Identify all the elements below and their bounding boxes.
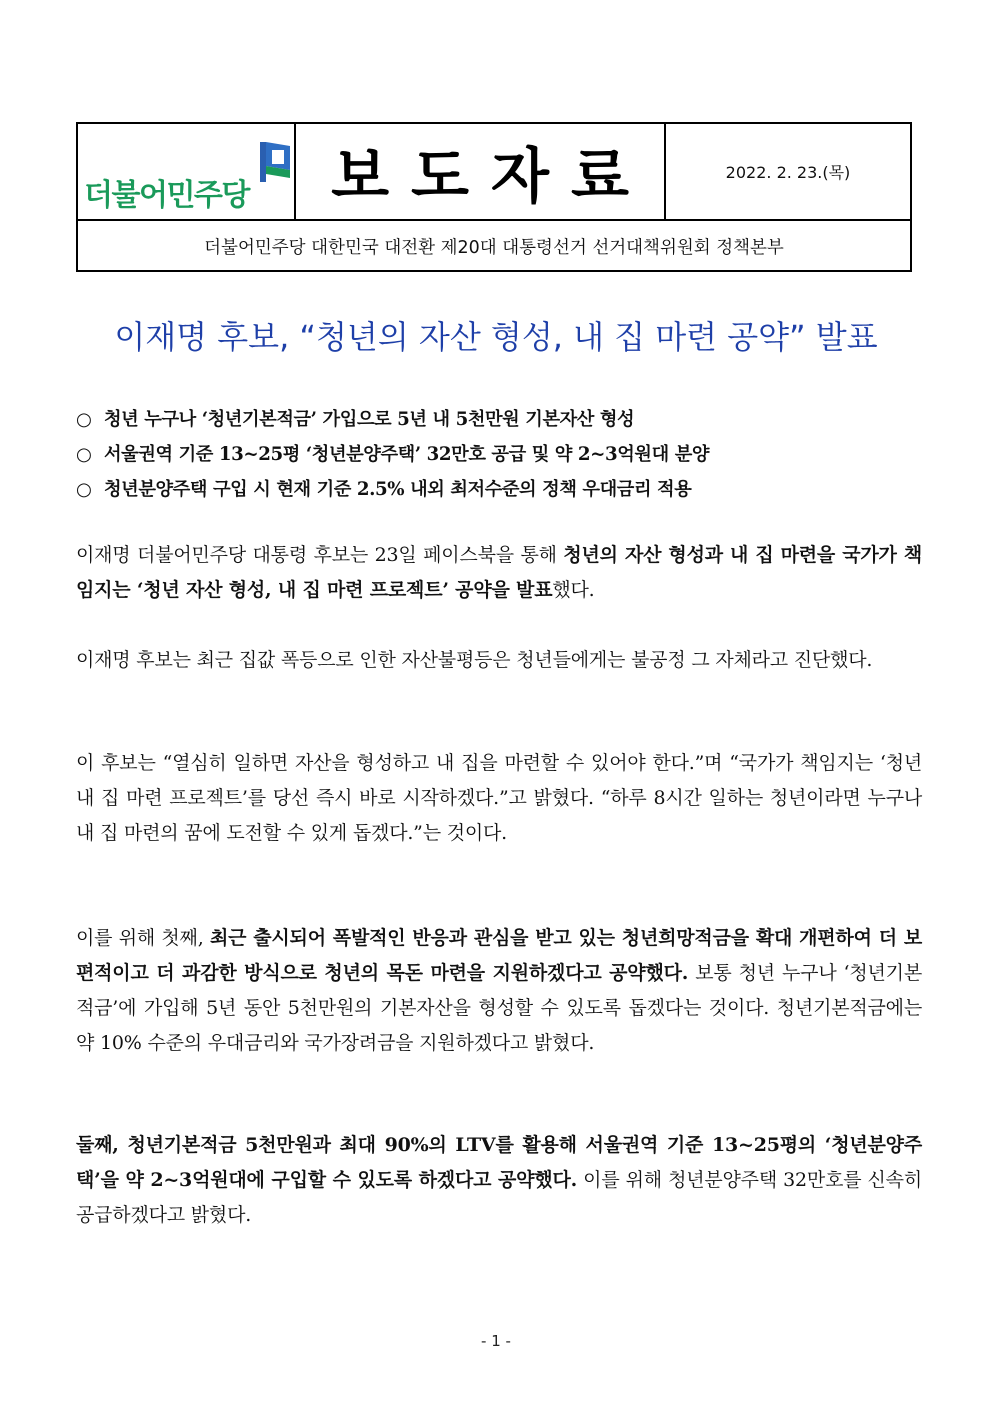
party-logo-text: 더불어민주당 <box>84 178 249 213</box>
paragraph-text: 이재명 더불어민주당 대통령 후보는 23일 페이스북을 통해 <box>76 544 564 566</box>
press-release-title: 보도자료 <box>331 141 651 212</box>
party-flag-icon <box>258 140 292 184</box>
paragraph-text: 이를 위해 청년분양주택 32만호를 신속히 공급하겠다고 밝혔다. <box>76 1169 922 1226</box>
paragraph-text: 이재명 후보는 최근 집값 폭등으로 인한 자산불평등은 청년들에게는 불공정 그 자체라고 진단했다. <box>76 649 873 671</box>
paragraph-text: 했다. <box>552 579 595 601</box>
key-points-list <box>76 402 922 507</box>
header-subtitle: 더불어민주당 대한민국 대전환 제20대 대통령선거 선거대책위원회 정책본부 <box>204 238 784 258</box>
headline: 이재명 후보, “청년의 자산 형성, 내 집 마련 공약” 발표 <box>114 318 878 356</box>
release-date: 2022. 2. 23.(목) <box>725 163 851 182</box>
key-point <box>76 472 922 507</box>
paragraph-second-pledge <box>76 1128 922 1233</box>
paragraph-diagnosis <box>76 643 922 678</box>
press-release-header <box>76 122 912 272</box>
paragraph-text: 보통 청년 누구나 ‘청년기본적금’에 가입해 5년 동안 5천만원의 기본자산을 형성할 수 있도록 돕겠다는 것이다. 청년기본적금에는 약 10% 수준의 우대금리와 국가장려금을 지원하겠다고 밝혔다. <box>76 962 922 1054</box>
key-point <box>76 437 922 472</box>
paragraph-text: 이를 위해 첫째, <box>76 927 210 949</box>
key-point-text: 청년분양주택 구입 시 현재 기준 2.5% 내외 최저수준의 정책 우대금리 적용 <box>104 479 692 500</box>
circle-bullet-icon: ○ <box>76 444 92 465</box>
title-cell <box>296 124 666 219</box>
paragraph-first-pledge <box>76 921 922 1061</box>
key-point-text: 서울권역 기준 13~25평 ‘청년분양주택’ 32만호 공급 및 약 2~3억원대 분양 <box>104 444 710 465</box>
header-top-row <box>78 124 910 221</box>
key-point <box>76 402 922 437</box>
paragraph-bold-text: 청년의 자산 형성과 내 집 마련을 국가가 책임지는 ‘청년 자산 형성, 내 집 마련 프로젝트’ 공약을 발표 <box>76 544 922 601</box>
paragraph-bold-text: 둘째, 청년기본적금 5천만원과 최대 90%의 LTV를 활용해 서울권역 기준 13~25평의 ‘청년분양주택’을 약 2~3억원대에 구입할 수 있도록 하겠다고 공약했다. <box>76 1134 922 1191</box>
circle-bullet-icon: ○ <box>76 409 92 430</box>
circle-bullet-icon: ○ <box>76 479 92 500</box>
paragraph-bold-text: 최근 출시되어 폭발적인 반응과 관심을 받고 있는 청년희망적금을 확대 개편하여 더 보편적이고 더 과감한 방식으로 청년의 목돈 마련을 지원하겠다고 공약했다. <box>76 927 922 984</box>
party-logo <box>78 124 296 219</box>
paragraph-quote <box>76 746 922 851</box>
key-point-text: 청년 누구나 ‘청년기본적금’ 가입으로 5년 내 5천만원 기본자산 형성 <box>104 409 635 430</box>
paragraph-text: 이 후보는 “열심히 일하면 자산을 형성하고 내 집을 마련할 수 있어야 한다.”며 “국가가 책임지는 ‘청년 내 집 마련 프로젝트’를 당선 즉시 바로 시작하겠다.”고 밝혔다. “하루 8시간 일하는 청년이라면 누구나 내 집 마련의 꿈에 도전할 수 있게 돕겠다.”는 것이다. <box>76 752 922 844</box>
paragraph-announcement <box>76 538 922 608</box>
page-number: - 1 - <box>481 1332 511 1350</box>
